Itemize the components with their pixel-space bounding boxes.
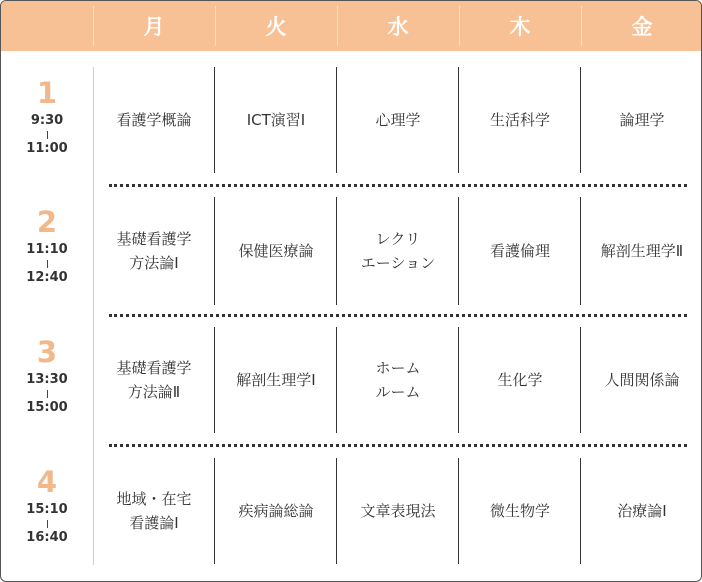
period-number: 4	[36, 465, 58, 499]
class-name: 論理学	[619, 111, 665, 129]
row-separator	[109, 314, 687, 317]
period-end-time: 15:00	[26, 400, 68, 415]
time-range-dash	[47, 131, 48, 139]
class-cell	[581, 67, 702, 173]
day-mon: 月	[143, 15, 165, 39]
class-cell	[459, 327, 581, 433]
class-name: 生活科学	[489, 111, 550, 129]
period-start-time: 15:10	[26, 502, 68, 517]
class-cell	[459, 458, 581, 564]
class-cell	[215, 67, 337, 173]
period-4	[1, 466, 93, 546]
time-range-dash	[47, 390, 48, 398]
period-number: 1	[36, 76, 58, 110]
period-1	[1, 77, 93, 157]
class-name: 治療論Ⅰ	[617, 502, 667, 520]
row-separator	[109, 184, 687, 187]
class-cell	[459, 67, 581, 173]
class-cell	[337, 67, 459, 173]
period-end-time: 16:40	[26, 530, 68, 545]
class-cell	[215, 458, 337, 564]
class-name: 基礎看護学 方法論Ⅱ	[116, 359, 192, 401]
period-number: 2	[36, 205, 58, 239]
class-name: 解剖生理学Ⅱ	[600, 242, 684, 260]
class-cell	[337, 197, 459, 305]
class-name: 看護学概論	[116, 111, 192, 129]
period-end-time: 11:00	[26, 141, 68, 156]
day-fri: 金	[631, 15, 653, 39]
day-tue: 火	[265, 15, 287, 39]
class-cell	[215, 327, 337, 433]
period-end-time: 12:40	[26, 270, 68, 285]
class-name: レクリ エーション	[360, 230, 436, 272]
class-name: 人間関係論	[604, 371, 680, 389]
class-name: 保健医療論	[238, 242, 314, 260]
class-name: 看護倫理	[489, 242, 550, 260]
class-name: ICT演習Ⅰ	[246, 111, 306, 129]
class-cell	[581, 458, 702, 564]
time-range-dash	[47, 520, 48, 528]
period-number: 3	[36, 335, 58, 369]
period-3	[1, 336, 93, 416]
class-cell	[459, 197, 581, 305]
class-name: 地域・在宅 看護論Ⅰ	[116, 490, 192, 532]
class-name: 心理学	[375, 111, 421, 129]
class-cell	[93, 197, 215, 305]
period-start-time: 9:30	[30, 113, 64, 128]
class-cell	[215, 197, 337, 305]
class-name: 疾病論総論	[238, 502, 314, 520]
class-cell	[93, 327, 215, 433]
class-name: ホーム ルーム	[375, 359, 421, 401]
time-range-dash	[47, 260, 48, 268]
class-cell	[93, 458, 215, 564]
class-name: 微生物学	[489, 502, 550, 520]
class-name: 基礎看護学 方法論Ⅰ	[116, 230, 192, 272]
class-cell	[93, 67, 215, 173]
class-name: 文章表現法	[360, 502, 436, 520]
day-thu: 木	[509, 15, 531, 39]
period-start-time: 11:10	[26, 242, 68, 257]
class-name: 生化学	[497, 371, 543, 389]
class-cell	[337, 327, 459, 433]
row-separator	[109, 444, 687, 447]
class-cell	[581, 197, 702, 305]
class-name: 解剖生理学Ⅰ	[236, 371, 316, 389]
period-start-time: 13:30	[26, 372, 68, 387]
day-wed: 水	[387, 15, 409, 39]
class-cell	[337, 458, 459, 564]
period-2	[1, 206, 93, 286]
weekday-header	[1, 1, 702, 51]
class-cell	[581, 327, 702, 433]
